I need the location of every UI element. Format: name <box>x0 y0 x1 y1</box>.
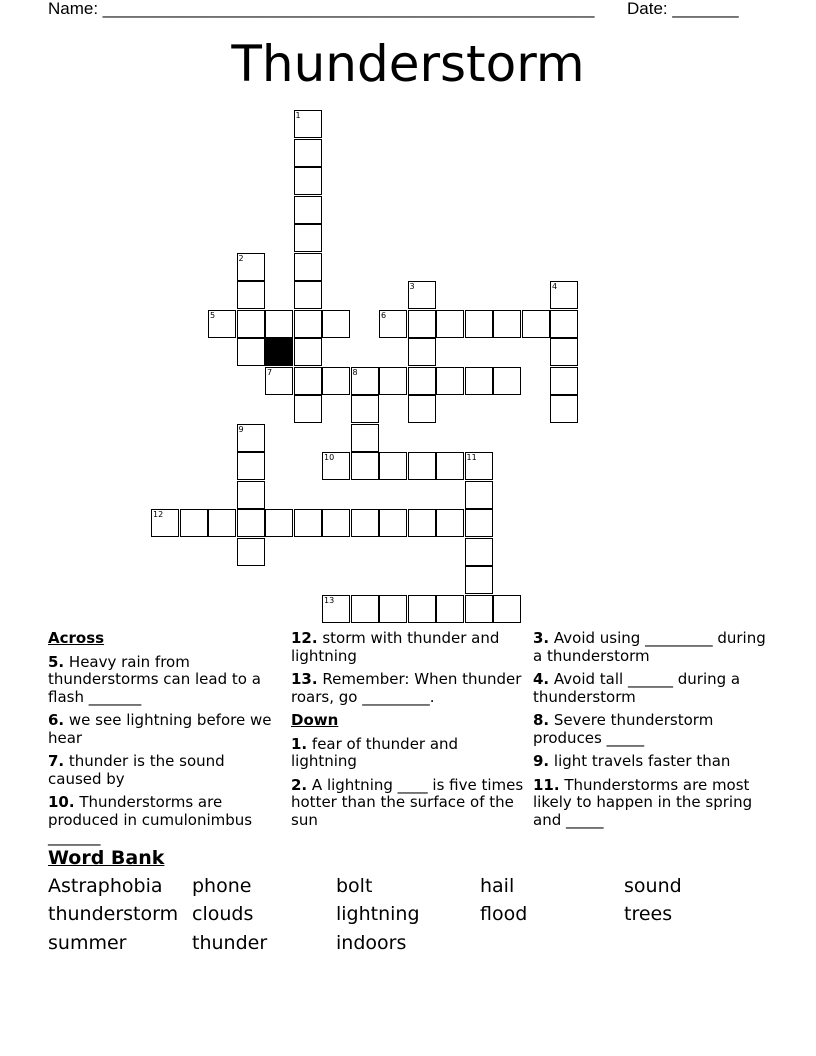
grid-cell[interactable] <box>465 566 493 594</box>
grid-cell[interactable] <box>237 253 265 281</box>
grid-cell[interactable] <box>436 452 464 480</box>
word-bank-item: bolt <box>336 875 373 897</box>
across-heading: Across <box>48 629 105 647</box>
grid-cell[interactable] <box>237 538 265 566</box>
clue-number: 6 <box>381 310 387 320</box>
grid-cell[interactable] <box>237 281 265 309</box>
grid-cell[interactable] <box>294 139 322 167</box>
clue-number: 7 <box>267 367 273 377</box>
grid-cell[interactable] <box>550 395 578 423</box>
clue-down-9: 9. light travels faster than <box>533 752 731 770</box>
grid-cell[interactable] <box>408 395 436 423</box>
grid-cell[interactable] <box>322 509 350 537</box>
clue-number: 9 <box>238 424 244 434</box>
clue-number: 11 <box>466 453 477 462</box>
grid-cell[interactable] <box>436 509 464 537</box>
grid-cell[interactable] <box>294 167 322 195</box>
grid-cell[interactable] <box>465 595 493 623</box>
grid-cell[interactable] <box>408 509 436 537</box>
clue-down-4: 4. Avoid tall ______ during a thunderstorm <box>533 670 741 706</box>
grid-cell[interactable] <box>408 310 436 338</box>
clue-number: 3 <box>409 282 415 291</box>
grid-cell[interactable] <box>265 509 293 537</box>
grid-cell[interactable] <box>379 452 407 480</box>
word-bank-item: clouds <box>192 903 254 925</box>
word-bank-item: indoors <box>336 932 407 954</box>
word-bank-item: flood <box>480 903 528 925</box>
grid-cell[interactable] <box>237 338 265 366</box>
clue-down-11: 11. Thunderstorms are most likely to happen in the spring and _____ <box>533 775 753 829</box>
grid-cell[interactable] <box>465 310 493 338</box>
grid-cell[interactable] <box>237 452 265 480</box>
grid-cell[interactable] <box>208 509 236 537</box>
clue-down-2: 2. A lightning ____ is five times hotter than the surface of the sun <box>291 775 524 829</box>
clue-number: 12 <box>153 510 164 519</box>
word-bank-item: phone <box>192 875 252 897</box>
word-bank-item: hail <box>480 875 515 897</box>
grid-cell[interactable] <box>550 338 578 366</box>
grid-cell[interactable] <box>294 110 322 138</box>
clue-number: 10 <box>324 453 335 462</box>
clue-number: 8 <box>352 367 358 377</box>
grid-cell[interactable] <box>522 310 550 338</box>
grid-cell[interactable] <box>465 481 493 509</box>
grid-cell[interactable] <box>493 310 521 338</box>
grid-cell[interactable] <box>294 367 322 395</box>
clue-down-1: 1. fear of thunder and lightning <box>291 734 459 770</box>
clues-column-1 <box>48 630 276 853</box>
grid-cell[interactable] <box>294 395 322 423</box>
grid-cell[interactable] <box>436 595 464 623</box>
grid-cell[interactable] <box>465 367 493 395</box>
grid-cell[interactable] <box>237 310 265 338</box>
word-bank-item: thunderstorm <box>48 903 179 925</box>
grid-cell[interactable] <box>322 452 350 480</box>
grid-cell[interactable] <box>237 509 265 537</box>
grid-cell[interactable] <box>408 338 436 366</box>
grid-cell[interactable] <box>379 595 407 623</box>
clue-across-12: 12. storm with thunder and lightning <box>291 629 500 665</box>
puzzle-title: Thunderstorm <box>231 35 585 93</box>
grid-cell[interactable] <box>379 310 407 338</box>
grid-cell[interactable] <box>436 367 464 395</box>
word-bank-item: summer <box>48 932 127 954</box>
grid-cell[interactable] <box>294 224 322 252</box>
grid-cell[interactable] <box>550 367 578 395</box>
grid-cell[interactable] <box>294 310 322 338</box>
clue-number: 2 <box>238 253 244 263</box>
clue-number: 5 <box>210 310 216 320</box>
grid-cell[interactable] <box>294 509 322 537</box>
clue-down-8: 8. Severe thunderstorm produces _____ <box>533 711 714 747</box>
grid-cell[interactable] <box>294 253 322 281</box>
grid-cell[interactable] <box>294 196 322 224</box>
grid-cell[interactable] <box>151 509 179 537</box>
grid-cell[interactable] <box>436 310 464 338</box>
grid-cell[interactable] <box>351 395 379 423</box>
grid-cell[interactable] <box>379 367 407 395</box>
grid-block <box>265 338 293 366</box>
grid-cell[interactable] <box>322 310 350 338</box>
word-bank-item: sound <box>624 875 682 897</box>
word-bank-item: trees <box>624 903 673 925</box>
date-field: Date: _______ <box>627 0 739 18</box>
down-heading: Down <box>291 711 339 729</box>
clue-across-10: 10. Thunderstorms are produced in cumulonimbus _______ <box>48 793 253 846</box>
clue-across-7: 7. thunder is the sound caused by <box>48 752 225 788</box>
word-bank-item: Astraphobia <box>48 875 163 897</box>
grid-cell[interactable] <box>265 367 293 395</box>
clues-column-2 <box>291 630 527 835</box>
clue-number: 4 <box>552 282 558 291</box>
grid-cell[interactable] <box>408 595 436 623</box>
clue-across-5: 5. Heavy rain from thunderstorms can lead to a flash _______ <box>48 652 261 706</box>
grid-cell[interactable] <box>180 509 208 537</box>
grid-cell[interactable] <box>465 452 493 480</box>
grid-cell[interactable] <box>208 310 236 338</box>
grid-cell[interactable] <box>550 281 578 309</box>
grid-cell[interactable] <box>408 367 436 395</box>
clue-number: 1 <box>295 111 301 120</box>
grid-cell[interactable] <box>322 595 350 623</box>
word-bank-title: Word Bank <box>48 847 165 869</box>
word-bank-item: lightning <box>336 903 420 925</box>
word-bank-item: thunder <box>192 932 268 954</box>
grid-cell[interactable] <box>379 509 407 537</box>
grid-cell[interactable] <box>351 595 379 623</box>
grid-cell[interactable] <box>294 281 322 309</box>
clue-number: 13 <box>324 595 335 605</box>
grid-cell[interactable] <box>351 452 379 480</box>
clue-across-13: 13. Remember: When thunder roars, go _________. <box>291 670 522 706</box>
grid-cell[interactable] <box>294 338 322 366</box>
grid-cell[interactable] <box>493 367 521 395</box>
grid-cell[interactable] <box>237 481 265 509</box>
grid-cell[interactable] <box>550 310 578 338</box>
grid-cell[interactable] <box>237 424 265 452</box>
grid-cell[interactable] <box>493 595 521 623</box>
grid-cell[interactable] <box>465 538 493 566</box>
clue-across-6: 6. we see lightning before we hear <box>48 711 272 747</box>
grid-cell[interactable] <box>351 509 379 537</box>
grid-cell[interactable] <box>408 281 436 309</box>
grid-cell[interactable] <box>322 367 350 395</box>
grid-cell[interactable] <box>265 310 293 338</box>
grid-cell[interactable] <box>465 509 493 537</box>
clues-column-3 <box>533 630 773 835</box>
grid-cell[interactable] <box>408 452 436 480</box>
name-field: Name: ____________________________________________________ <box>48 0 595 18</box>
grid-cell[interactable] <box>351 424 379 452</box>
clue-down-3: 3. Avoid using _________ during a thunderstorm <box>533 629 766 665</box>
grid-cell[interactable] <box>351 367 379 395</box>
